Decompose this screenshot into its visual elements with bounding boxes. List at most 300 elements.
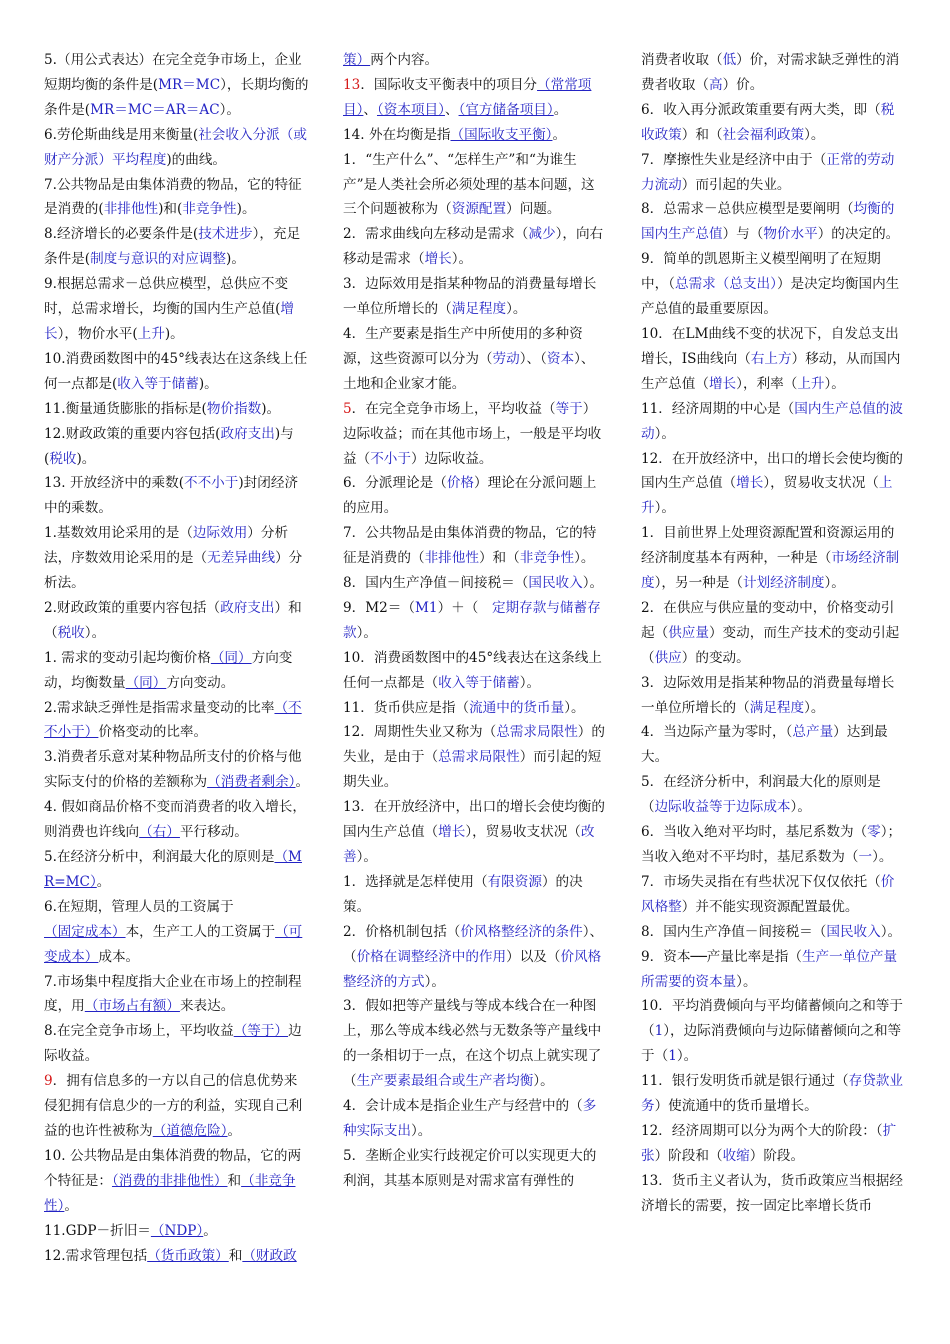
paragraph: [343, 720, 608, 795]
answer-text: 物价指数: [206, 400, 262, 417]
plain-text: 2.需求缺乏弹性是指需求量变动的比率: [44, 699, 275, 716]
paragraph: [641, 820, 905, 870]
plain-text: ）。: [506, 301, 527, 318]
answer-text: 生产一单位产量所需要的资本量: [641, 948, 898, 990]
answer-text: M1: [415, 599, 438, 616]
plain-text: ）。: [582, 575, 604, 592]
paragraph: [641, 197, 905, 247]
answer-text: 资源配置: [451, 201, 507, 218]
paragraph: [343, 994, 608, 1094]
answer-text: 制度与意识的对应调整: [90, 251, 227, 268]
paragraph: [641, 1169, 905, 1219]
plain-text: ）。: [519, 674, 541, 691]
plain-text: 7.市场集中程度指大企业在市场上的控制程度，用: [44, 973, 302, 1015]
plain-text: )。: [236, 201, 256, 218]
plain-text: 7．摩擦性失业是经济中由于（: [641, 151, 827, 168]
answer-text: 增长: [736, 475, 764, 492]
plain-text: 6.劳伦斯曲线是用来衡量(: [44, 126, 199, 143]
answer-text: 总产量: [792, 724, 834, 741]
plain-text: ）。: [790, 799, 811, 816]
answer-text: 技术进步: [198, 226, 253, 243]
paragraph: [44, 895, 310, 970]
plain-text: ．拥有信息多的一方以自己的信息优势来侵犯拥有信息少的一方的利益，实现自己利益的也许性被称为: [44, 1073, 303, 1139]
plain-text: ）。: [804, 126, 825, 143]
answer-text: 政府支出: [220, 599, 275, 616]
answer-text: 不不小于: [184, 475, 239, 492]
plain-text: ）分析法，序数效用论采用的是（: [44, 525, 289, 567]
plain-text: ）。: [574, 550, 595, 567]
plain-text: 10．消费函数图中的45°线表达在这条线上任何一点都是（: [343, 649, 602, 691]
plain-text: 10．在LM曲线不变的状况下，自发总支出增长，IS曲线向（: [641, 325, 899, 367]
plain-text: ）边际收益。: [410, 450, 493, 467]
plain-text: ）以及（: [506, 948, 561, 965]
plain-text: 11．货币供应是指（: [343, 699, 470, 716]
plain-text: ）而引起的失业。: [681, 176, 791, 193]
plain-text: )。: [226, 251, 245, 268]
plain-text: 边际收益。: [44, 1023, 302, 1065]
answer-text: 税收: [57, 624, 85, 641]
plain-text: 9．M2＝（: [343, 599, 415, 616]
text-column-2: [343, 48, 608, 1194]
plain-text: 。: [227, 1122, 242, 1139]
plain-text: ．国际收支平衡表中的项目分: [360, 76, 538, 93]
plain-text: ），边际消费倾向与边际储蓄倾向之和等于（: [641, 1023, 902, 1065]
plain-text: 2．需求曲线向左移动是需求（: [343, 226, 529, 243]
plain-text: 4．当边际产量为零时，（: [641, 724, 793, 741]
paragraph: [44, 1219, 310, 1244]
plain-text: )。: [261, 400, 281, 417]
answer-text: 增长: [708, 375, 737, 392]
plain-text: ）和（: [681, 126, 723, 143]
plain-text: ），贸易收支状况（: [763, 475, 879, 492]
answer-text: 低: [722, 52, 737, 68]
plain-text: 13. 开放经济中的乘数(: [44, 475, 184, 492]
plain-text: ），长期均衡的条件是(: [44, 76, 309, 118]
answer-text: 定期存款与储蓄存款: [343, 599, 601, 641]
plain-text: ），充足条件是(: [44, 226, 301, 268]
plain-text: 1．“生产什么”、“怎样生产”和“为谁生产”是人类社会所必须处理的基本问题，这三个问题被称为（: [343, 151, 595, 218]
answer-text: 等于: [555, 400, 583, 417]
plain-text: 5.在经济分析中，利润最大化的原则是: [44, 849, 275, 865]
paragraph: [343, 322, 608, 397]
answer-text: 多种实际支出: [343, 1098, 597, 1139]
answer-text: 生产要素最组合或生产者均衡: [356, 1073, 534, 1090]
answer-text: 社会收入分派（或财产分派）平均程度: [44, 126, 307, 168]
plain-text: )封闭经济中的乘数。: [44, 475, 299, 517]
paragraph: [343, 1094, 608, 1144]
answer-text: 物价水平: [763, 226, 818, 243]
plain-text: ）的决定的。: [817, 226, 900, 243]
plain-text: ），向右移动是需求（: [343, 226, 604, 268]
paragraph: [343, 148, 608, 223]
plain-text: 8.在完全竞争市场上，平均收益: [44, 1023, 234, 1040]
plain-text: 7.公共物品是由集体消费的物品，它的特征是消费的(: [44, 176, 302, 218]
answer-text-underlined: （固定成本）: [44, 923, 126, 940]
plain-text: ）。: [533, 1073, 554, 1090]
plain-text: 1. 需求的变动引起均衡价格: [44, 649, 211, 666]
plain-text: )和(: [158, 201, 183, 218]
paragraph: [44, 1144, 310, 1219]
answer-text: MR＝MC: [158, 76, 221, 93]
paragraph: [44, 1244, 310, 1269]
paragraph: [343, 696, 608, 721]
paragraph: [44, 845, 310, 895]
paragraph: [44, 173, 310, 223]
plain-text: 8.经济增长的必要条件是(: [44, 226, 199, 243]
plain-text: 。: [203, 1222, 217, 1239]
plain-text: ）。: [872, 849, 893, 865]
answer-text: 国民收入: [826, 923, 881, 940]
answer-text: 不小于: [370, 450, 411, 467]
answer-text: 减少: [528, 226, 556, 243]
answer-text: 计划经济制度: [742, 575, 825, 592]
paragraph: [641, 447, 905, 522]
paragraph: [343, 920, 608, 995]
paragraph: [44, 1069, 310, 1144]
plain-text: 3．边际效用是指某种物品的消费量每增长一单位所增长的（: [343, 276, 597, 318]
answer-text-underlined: 策）: [343, 52, 371, 68]
paragraph: [343, 471, 608, 521]
plain-text: 10.消费函数图中的45°线表达在这条线上任何一点都是(: [44, 350, 308, 392]
paragraph: [44, 970, 310, 1020]
plain-text: ）是决定均衡国内生产总值的最重要原因。: [641, 276, 900, 318]
plain-text: ）移动，从而国内生产总值（: [641, 350, 901, 392]
paragraph: [641, 397, 905, 447]
plain-text: 8．国内生产净值－间接税＝（: [343, 575, 529, 592]
answer-text: 右上方: [750, 350, 792, 367]
answer-text: 非排他性: [424, 550, 479, 567]
answer-text-underlined: （等于）: [233, 1023, 289, 1040]
answer-text-underlined: （同）: [125, 674, 167, 691]
plain-text: 3．假如把等产量线与等成本线合在一种图上，那么等成本线必然与无数条等产量线中的一条相切于一点，在这个切点上就实现了（: [343, 998, 602, 1090]
paragraph: [343, 646, 608, 696]
answer-text: 均衡的国内生产总值: [641, 201, 895, 243]
answer-text: 总需求局限性: [496, 724, 578, 741]
plain-text: 方向变动。: [166, 674, 235, 691]
plain-text: 、: [363, 101, 377, 118]
answer-text: 社会福利政策: [722, 126, 805, 143]
plain-text: ）。: [451, 251, 473, 268]
plain-text: ）、土地和企业家才能。: [343, 350, 595, 392]
plain-text: 3．边际效用是指某种物品的消费量每增长一单位所增长的（: [641, 674, 895, 716]
answer-text: 价风格整: [641, 873, 895, 915]
plain-text: )与(: [44, 425, 294, 467]
answer-text: 无差异曲线: [207, 550, 276, 567]
paragraph: [641, 596, 905, 671]
paragraph: [343, 596, 608, 646]
answer-text: 正常的劳动力流动: [641, 151, 895, 193]
plain-text: ）价。: [722, 76, 764, 93]
paragraph: [641, 770, 905, 820]
paragraph: [343, 571, 608, 596]
plain-text: 7．市场失灵指在有些状况下仅仅依托（: [641, 873, 881, 890]
plain-text: 8．国内生产净值－间接税＝（: [641, 923, 827, 940]
plain-text: ）。: [654, 500, 675, 517]
answer-text: 满足程度: [749, 699, 805, 716]
plain-text: ）。: [564, 699, 585, 716]
plain-text: 6．分派理论是（: [343, 475, 447, 492]
plain-text: 1.基数效用论采用的是（: [44, 525, 193, 542]
answer-text-underlined: （同）: [210, 649, 252, 666]
paragraph: [44, 1019, 310, 1069]
plain-text: ）。: [824, 575, 845, 592]
plain-text: 12．周期性失业又称为（: [343, 724, 497, 741]
plain-text: 平行移动。: [179, 824, 248, 841]
answer-text: 非排他性: [103, 201, 159, 218]
plain-text: 9.根据总需求－总供应模型，总供应不变时，总需求增长，均衡的国内生产总值(: [44, 276, 289, 318]
plain-text: 6．当收入绝对平均时，基尼系数为（: [641, 824, 868, 841]
answer-text-underlined: （国际收支平衡）: [450, 126, 553, 143]
plain-text: 2．价格机制包括（: [343, 923, 461, 940]
plain-text: 3.消费者乐意对某种物品所支付的价格与他实际支付的价格的差额称为: [44, 749, 302, 791]
plain-text: 13．在开放经济中，出口的增长会使均衡的国内生产总值（: [343, 799, 605, 841]
plain-text: ）。: [676, 1048, 698, 1065]
plain-text: 8．总需求－总供应模型是要阐明（: [641, 201, 854, 218]
plain-text: 14. 外在均衡是指: [343, 126, 451, 143]
paragraph: [343, 123, 608, 148]
plain-text: ）边际收益；而在其他市场上，一般是平均收益（: [343, 400, 602, 467]
plain-text: 、: [444, 101, 459, 118]
plain-text: 10. 公共物品是由集体消费的物品，它的两个特征是：: [44, 1147, 302, 1189]
paragraph: [44, 397, 310, 422]
plain-text: ）。: [84, 624, 106, 641]
paragraph: [641, 247, 905, 322]
text-column-1: [44, 48, 310, 1268]
paragraph: [343, 795, 608, 870]
answer-text-underlined: （资本项目）: [376, 101, 445, 118]
plain-text: ），贸易收支状况（: [465, 824, 581, 841]
plain-text: 价格变动的比率。: [98, 724, 208, 741]
plain-text: ）和（: [478, 550, 520, 567]
answer-text: 上升: [797, 375, 825, 392]
text-column-3: [641, 48, 905, 1219]
item-number: 9: [44, 1073, 53, 1090]
plain-text: ）。: [356, 849, 377, 865]
answer-text-underlined: （常常项目）: [343, 76, 592, 118]
plain-text: ）。: [410, 1122, 432, 1139]
item-number: 13: [343, 76, 361, 93]
plain-text: 来表达。: [179, 998, 235, 1015]
answer-text: 政府支出: [220, 425, 275, 442]
plain-text: 11.GDP－折旧＝: [44, 1222, 151, 1239]
answer-text-underlined: （不不小于）: [44, 699, 302, 741]
paragraph: [44, 646, 310, 696]
plain-text: ．在完全竞争市场上，平均收益（: [351, 400, 556, 417]
answer-text: 税收: [49, 450, 77, 467]
answer-text: 资本: [546, 350, 575, 367]
answer-text: 增长: [44, 301, 294, 342]
answer-text: 非竞争性: [182, 201, 237, 218]
plain-text: ），另一种是（: [654, 575, 743, 592]
answer-text: 1: [668, 1048, 677, 1065]
plain-text: 11.衡量通货膨胀的指标是(: [44, 400, 207, 417]
answer-text: 总需求（总支出）: [674, 276, 777, 293]
paragraph: [343, 1144, 608, 1194]
answer-text: 劳动: [492, 350, 520, 367]
plain-text: ）使流通中的货币量增长。: [654, 1098, 818, 1115]
answer-text: 零: [867, 824, 881, 841]
answer-text: 收缩: [722, 1147, 750, 1164]
answer-text: 税收政策: [641, 101, 895, 143]
answer-text-underlined: （道德危险）: [152, 1122, 228, 1139]
paragraph: [44, 596, 310, 646]
plain-text: ），物价水平(: [57, 325, 138, 342]
answer-text: 总需求局限性: [438, 749, 520, 766]
plain-text: 和: [228, 1247, 243, 1264]
plain-text: ）阶段。: [749, 1147, 805, 1164]
paragraph: [641, 48, 905, 98]
plain-text: ）。: [356, 624, 377, 641]
plain-text: ）并不能实现资源配置最优。: [681, 898, 859, 915]
plain-text: 5．在经济分析中，利润最大化的原则是（: [641, 774, 881, 816]
plain-text: ）、（: [343, 923, 604, 965]
answer-text: 流通中的货币量: [469, 699, 565, 716]
plain-text: ）、（: [519, 350, 547, 367]
plain-text: 1．目前世界上处理资源配置和资源运用的经济制度基本有两种，一种是（: [641, 525, 895, 567]
plain-text: 5.（用公式表达）在完全竞争市场上，企业短期均衡的条件是(: [44, 52, 302, 93]
paragraph: [641, 870, 905, 920]
answer-text-underlined: （财政政: [242, 1247, 297, 1264]
plain-text: ）＋（: [437, 599, 492, 616]
plain-text: ）的失业，是由于（: [343, 724, 605, 766]
paragraph: [641, 994, 905, 1069]
paragraph: [44, 272, 310, 347]
paragraph: [641, 322, 905, 397]
plain-text: ）的决策。: [343, 873, 583, 915]
paragraph: [44, 696, 310, 746]
paragraph: [343, 222, 608, 272]
answer-text-underlined: （官方储备项目）: [458, 101, 554, 118]
answer-text: 边际效用: [192, 525, 248, 542]
answer-text: 供应量: [668, 624, 709, 641]
answer-text-underlined: （消费的非排他性）: [111, 1172, 228, 1189]
paragraph: [44, 795, 310, 845]
answer-text-underlined: （消费者剩余）: [207, 774, 296, 791]
paragraph: [641, 1069, 905, 1119]
paragraph: [44, 48, 310, 123]
plain-text: ）阶段和（: [654, 1147, 723, 1164]
plain-text: 9．资本──产量比率是指（: [641, 948, 802, 965]
paragraph: [44, 422, 310, 472]
paragraph: [44, 123, 310, 173]
answer-text-underlined: （货币政策）: [147, 1247, 229, 1264]
plain-text: 2．在供应与供应量的变动中，价格变动引起（: [641, 599, 895, 641]
plain-text: 7．公共物品是由集体消费的物品，它的特征是消费的（: [343, 525, 597, 567]
answer-text: 上升: [137, 325, 165, 342]
answer-text: 扩张: [641, 1122, 897, 1164]
plain-text: 两个内容。: [370, 52, 439, 68]
plain-text: 11．经济周期的中心是（: [641, 400, 795, 417]
plain-text: 4．会计成本是指企业生产与经营中的（: [343, 1098, 583, 1115]
plain-text: 12.需求管理包括: [44, 1247, 148, 1264]
plain-text: 方向变动，均衡数量: [44, 649, 293, 691]
answer-text-underlined: （右）: [139, 824, 180, 841]
answer-text: 市场经济制度: [641, 550, 900, 592]
plain-text: 5．垄断企业实行歧视定价可以实现更大的利润，其基本原则是对需求富有弹性的: [343, 1147, 597, 1189]
answer-text: 增长: [424, 251, 452, 268]
answer-text: 改善: [343, 824, 595, 865]
paragraph: [343, 870, 608, 920]
plain-text: )的曲线。: [166, 151, 227, 168]
paragraph: [641, 98, 905, 148]
paragraph: [44, 347, 310, 397]
plain-text: 消费者收取（: [641, 52, 723, 68]
answer-text: 边际收益等于边际成本: [654, 799, 791, 816]
plain-text: ）。: [804, 699, 825, 716]
plain-text: ）。: [880, 923, 902, 940]
plain-text: )。: [76, 450, 96, 467]
plain-text: ）价，对需求缺乏弹性的消费者收取（: [641, 52, 900, 93]
paragraph: [641, 1119, 905, 1169]
plain-text: ）和（: [44, 599, 302, 641]
plain-text: ）理论在分派问题上的应用。: [343, 475, 597, 517]
plain-text: 12．在开放经济中，出口的增长会使均衡的国内生产总值（: [641, 450, 903, 492]
plain-text: 。: [96, 873, 111, 890]
plain-text: ）。: [424, 973, 445, 990]
plain-text: 本，生产工人的工资属于: [125, 923, 276, 940]
plain-text: ）与（: [722, 226, 764, 243]
paragraph: [343, 73, 608, 123]
answer-text: 存贷款业务: [641, 1073, 903, 1115]
plain-text: 6.在短期，管理人员的工资属于: [44, 898, 234, 915]
paragraph: [44, 222, 310, 272]
answer-text-underlined: （市场占有额）: [84, 998, 180, 1015]
plain-text: ）变动，而生产技术的变动引起（: [641, 624, 900, 666]
plain-text: ），利率（: [736, 375, 798, 392]
answer-text: 供应: [654, 649, 682, 666]
answer-text: 高: [708, 76, 723, 93]
plain-text: 13．货币主义者认为，货币政策应当根据经济增长的需要，按一固定比率增长货币: [641, 1172, 903, 1214]
paragraph: [641, 945, 905, 995]
answer-text: 价风格整经济的方式: [343, 948, 602, 990]
plain-text: ）。: [824, 375, 845, 392]
answer-text: 价格: [446, 475, 474, 492]
paragraph: [343, 48, 608, 73]
plain-text: 。: [295, 774, 310, 791]
answer-text-underlined: （MR=MC）: [44, 849, 302, 890]
plain-text: 9．简单的凯恩斯主义模型阐明了在短期中，（: [641, 251, 881, 293]
answer-text: 满足程度: [451, 301, 507, 318]
answer-text: 1: [654, 1023, 664, 1040]
plain-text: ）的变动。: [681, 649, 750, 666]
answer-text: 价风格整经济的条件: [460, 923, 583, 940]
plain-text: )。: [164, 325, 184, 342]
paragraph: [641, 720, 905, 770]
plain-text: ）达到最大。: [641, 724, 888, 766]
paragraph: [343, 521, 608, 571]
paragraph: [641, 148, 905, 198]
plain-text: ）分析法。: [44, 550, 303, 592]
paragraph: [343, 272, 608, 322]
plain-text: 和: [227, 1172, 242, 1189]
paragraph: [641, 671, 905, 721]
plain-text: ）。: [219, 101, 241, 118]
plain-text: 12.财政政策的重要内容包括(: [44, 425, 221, 442]
plain-text: 2.财政政策的重要内容包括（: [44, 599, 221, 616]
plain-text: ）。: [654, 425, 675, 442]
plain-text: 6．收入再分派政策重要有两大类，即（: [641, 101, 881, 118]
paragraph: [44, 745, 310, 795]
plain-text: 4. 假如商品价格不变而消费者的收入增长，则消费也许线向: [44, 799, 306, 841]
answer-text: 收入等于储蓄: [438, 674, 520, 691]
plain-text: 10．平均消费倾向与平均储蓄倾向之和等于（: [641, 998, 903, 1040]
answer-text: 有限资源: [487, 873, 542, 890]
paragraph: [343, 397, 608, 472]
answer-text: 非竞争性: [519, 550, 575, 567]
plain-text: 。: [553, 101, 568, 118]
plain-text: 1．选择就是怎样使用（: [343, 873, 488, 890]
answer-text: 国民收入: [528, 575, 583, 592]
